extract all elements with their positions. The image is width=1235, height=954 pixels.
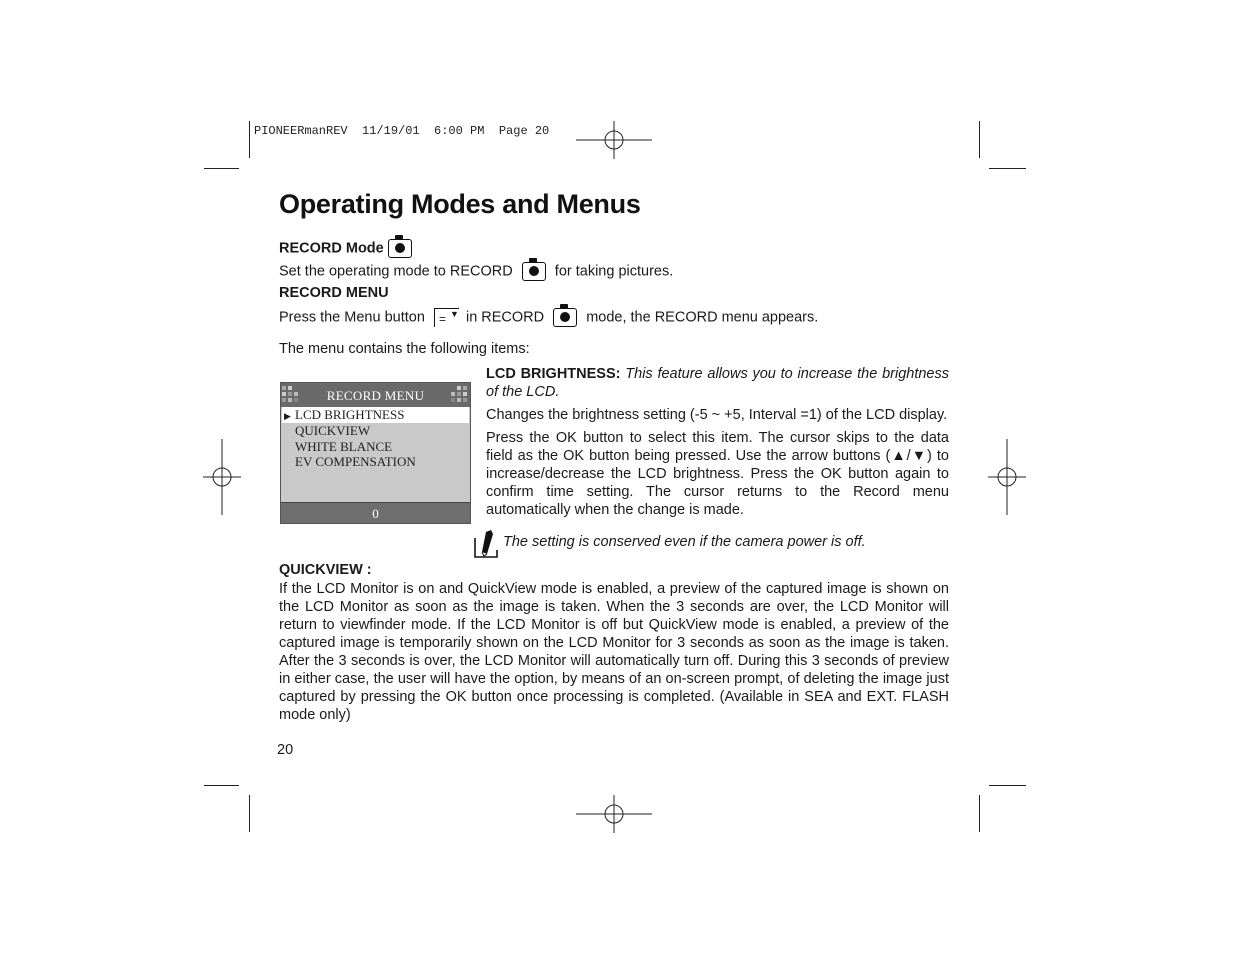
lcd-menu-screen: [280, 382, 471, 524]
lcd-menu-item: QUICKVIEW: [295, 423, 371, 438]
page-number: 20: [277, 742, 294, 758]
lcd-menu-item: EV COMPENSATION: [295, 454, 416, 469]
record-mode-heading-text: RECORD Mode: [279, 240, 384, 257]
record-mode-text-after: for taking pictures.: [554, 263, 674, 280]
camera-icon: [553, 308, 577, 327]
crop-mark: [204, 785, 239, 786]
record-menu-line: [279, 308, 818, 327]
registration-mark-icon: [576, 121, 652, 159]
lcd-menu-item: LCD BRIGHTNESS: [295, 407, 405, 422]
registration-mark-icon: [988, 439, 1026, 515]
record-mode-heading: [279, 239, 416, 258]
registration-mark-icon: [203, 439, 241, 515]
page-title: Operating Modes and Menus: [279, 189, 641, 219]
lcd-menu-item: WHITE BLANCE: [295, 439, 393, 454]
lcd-brightness-label: LCD BRIGHTNESS:: [486, 366, 621, 382]
crop-mark: [204, 168, 239, 169]
print-slug: PIONEERmanREV 11/19/01 6:00 PM Page 20: [254, 124, 550, 138]
lcd-brightness-note: The setting is conserved even if the camera power is off.: [503, 534, 866, 550]
lcd-menu-title: RECORD MENU: [326, 388, 425, 403]
lcd-brightness-intro: [486, 365, 949, 401]
record-mode-text-before: Set the operating mode to RECORD: [279, 263, 513, 280]
record-menu-text-2: in RECORD: [465, 309, 545, 326]
crop-mark: [989, 168, 1026, 169]
record-menu-heading: RECORD MENU: [279, 285, 389, 301]
menu-contains-text: The menu contains the following items:: [279, 341, 530, 357]
quickview-heading: QUICKVIEW :: [279, 562, 372, 578]
menu-button-icon: = ▼: [434, 308, 459, 327]
lcd-menu-header: [281, 383, 470, 407]
registration-mark-icon: [576, 795, 652, 833]
pencil-note-icon: [473, 528, 499, 558]
lcd-selector-arrow: ▶: [284, 411, 291, 421]
camera-icon: [388, 239, 412, 258]
crop-mark: [249, 795, 250, 832]
lcd-menu-footer: 0: [281, 502, 470, 523]
camera-icon: [522, 262, 546, 281]
crop-mark: [989, 785, 1026, 786]
lcd-brightness-para1: Changes the brightness setting (-5 ~ +5, Interval =1) of the LCD display.: [486, 407, 948, 423]
record-menu-text-1: Press the Menu button: [279, 309, 425, 326]
record-menu-text-3: mode, the RECORD menu appears.: [586, 309, 819, 326]
lcd-brightness-para2: Press the OK button to select this item. The cursor skips to the data field as the OK button being pressed. Use the arrow buttons (▲/▼) to increase/decrease the LCD brightness. Press the OK button again to confirm time setting. The cursor returns to the Record menu automatically when the change is made.: [486, 430, 949, 518]
crop-mark: [979, 121, 980, 158]
checker-pattern-icon: [451, 386, 469, 404]
checker-pattern-icon: [282, 386, 300, 404]
record-mode-line: [279, 262, 673, 281]
quickview-body: If the LCD Monitor is on and QuickView mode is enabled, a preview of the captured image is shown on the LCD Monitor as soon as the image is taken. When the 3 seconds are over, the LCD Monitor will return to viewfinder mode. If the LCD Monitor is off but QuickView mode is enabled, a preview of the captured image is temporarily shown on the LCD Monitor for 3 seconds as soon as the image is taken. After the 3 seconds is over, the LCD Monitor will automatically turn off. During this 3 seconds of preview in either case, the user will have the option, by means of an on-screen prompt, of deleting the image just captured by pressing the OK button once processing is completed. (Available in SEA and EXT. FLASH mode only): [279, 581, 949, 723]
lcd-brightness-intro-text: This feature allows you to increase the brightness of the LCD.: [486, 366, 949, 400]
crop-mark: [979, 795, 980, 832]
crop-mark: [249, 121, 250, 158]
